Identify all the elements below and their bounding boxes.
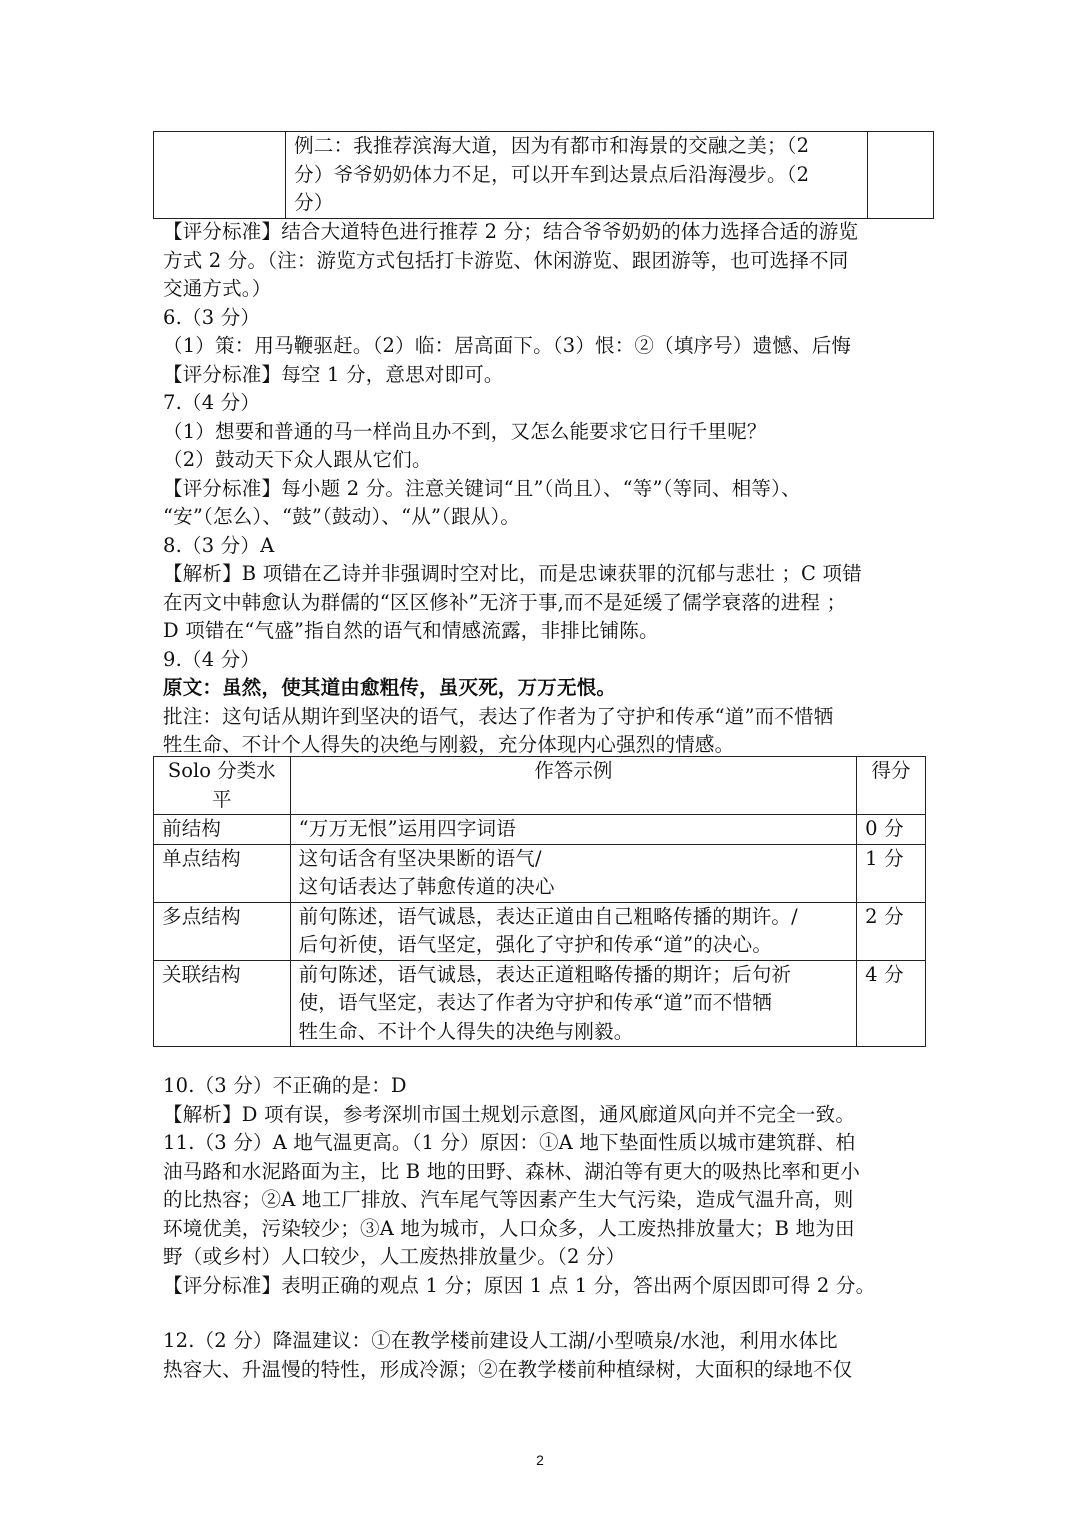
answer-block-1 bbox=[163, 218, 923, 760]
text-line: 【解析】B 项错在乙诗并非强调时空对比，而是忠谏获罪的沉郁与悲壮 ；C 项错 bbox=[163, 562, 862, 585]
text-line: 在丙文中韩愈认为群儒的“区区修补”无济于事,而不是延缓了儒学衰落的进程 ； bbox=[163, 590, 847, 614]
text-line: 【评分标准】表明正确的观点 1 分；原因 1 点 1 分，答出两个原因即可得 2 分。 bbox=[163, 1273, 876, 1297]
header-score-text: 得分 bbox=[871, 759, 911, 782]
example-text: 这句话含有坚决果断的语气/ bbox=[298, 846, 542, 870]
original-text: 原文：虽然，使其道由愈粗传，虽灭死，万万无恨。 bbox=[163, 676, 617, 699]
score-cell bbox=[857, 815, 926, 845]
score-cell bbox=[857, 902, 926, 960]
score-text: 0 分 bbox=[865, 817, 904, 840]
score-text: 4 分 bbox=[865, 962, 904, 986]
annotation-line: 牲生命、不计个人得失的决绝与刚毅，充分体现内心强烈的情感。 bbox=[163, 733, 735, 756]
example-text: 使，语气坚定，表达了作者为守护和传承“道”而不惜牺 bbox=[298, 991, 773, 1014]
solo-table bbox=[153, 756, 926, 1047]
header-example-text: 作答示例 bbox=[534, 759, 613, 782]
text-line: 环境优美，污染较少；③A 地为城市，人口众多，人工废热排放量大；B 地为田 bbox=[163, 1216, 855, 1240]
question-number: 6.（3 分） bbox=[163, 305, 261, 329]
level-cell bbox=[154, 844, 291, 902]
text-line: （2）鼓动天下众人跟从它们。 bbox=[163, 448, 432, 471]
example-cell bbox=[290, 902, 857, 960]
text-line: 【评分标准】每小题 2 分。注意关键词“且”（尚且）、“等”（等同、相等）、 bbox=[163, 476, 801, 500]
text-line: 的比热容；②A 地工厂排放、汽车尾气等因素产生大气污染，造成气温升高，则 bbox=[163, 1188, 854, 1211]
example-text: “万万无恨”运用四字词语 bbox=[298, 817, 516, 840]
text-line: 【评分标准】结合大道特色进行推荐 2 分；结合爷爷奶奶的体力选择合适的游览 bbox=[163, 220, 859, 243]
header-level bbox=[154, 757, 291, 815]
text-line: 交通方式。） bbox=[163, 277, 272, 300]
text-line: 野（或乡村）人口较少，人工废热排放量少。（2 分） bbox=[163, 1245, 626, 1268]
question-number: 12.（2 分）降温建议：①在教学楼前建设人工湖/小型喷泉/水池，利用水体比 bbox=[163, 1329, 838, 1352]
cell-line: 分） bbox=[294, 191, 334, 214]
score-cell bbox=[857, 844, 926, 902]
example-text: 这句话表达了韩愈传道的决心 bbox=[298, 875, 555, 898]
level-cell bbox=[154, 960, 291, 1047]
example-cell bbox=[290, 960, 857, 1047]
score-text: 1 分 bbox=[865, 846, 904, 870]
text-line: D 项错在“气盛”指自然的语气和情感流露，非排比铺陈。 bbox=[163, 619, 659, 642]
text-line: 油马路和水泥路面为主，比 B 地的田野、森林、湖泊等有更大的吸热比率和更小 bbox=[163, 1159, 861, 1183]
level-cell bbox=[154, 902, 291, 960]
example-text: 后句祈使，语气坚定，强化了守护和传承“道”的决心。 bbox=[298, 933, 773, 956]
example-text: 前句陈述，语气诚恳，表达正道由自己粗略传播的期许。/ bbox=[298, 904, 798, 928]
header-level-text: Solo 分类水平 bbox=[167, 759, 276, 811]
cell-line: 例二：我推荐滨海大道，因为有都市和海景的交融之美；（2 bbox=[294, 134, 810, 157]
level-text: 前结构 bbox=[162, 817, 222, 840]
text-line: （1）想要和普通的马一样尚且办不到，又怎么能要求它日行千里呢？ bbox=[163, 419, 767, 443]
example-cell bbox=[290, 815, 857, 845]
level-text: 多点结构 bbox=[162, 904, 241, 928]
example-cell bbox=[290, 844, 857, 902]
table-row bbox=[154, 132, 934, 219]
level-cell bbox=[154, 815, 291, 845]
answer-block-3 bbox=[163, 1327, 923, 1384]
score-text: 2 分 bbox=[865, 904, 904, 928]
example-text: 前句陈述，语气诚恳，表达正道粗略传播的期许；后句祈 bbox=[298, 962, 792, 986]
table-row bbox=[154, 815, 926, 845]
text-line: 11.（3 分）A 地气温更高。（1 分）原因：①A 地下垫面性质以城市建筑群、柏 bbox=[163, 1131, 856, 1154]
table-row bbox=[154, 960, 926, 1047]
table-row bbox=[154, 844, 926, 902]
text-line: “安”（怎么）、“鼓”（鼓动）、“从”（跟从）。 bbox=[163, 505, 521, 528]
answer-block-2 bbox=[163, 1072, 923, 1300]
question-number: 7.（4 分） bbox=[163, 391, 261, 414]
example-cell bbox=[286, 132, 868, 219]
header-score bbox=[857, 757, 926, 815]
header-example bbox=[290, 757, 857, 815]
question-number: 10.（3 分）不正确的是：D bbox=[163, 1074, 407, 1097]
empty-cell bbox=[868, 132, 934, 219]
text-line: 【评分标准】每空 1 分，意思对即可。 bbox=[163, 362, 504, 386]
question-number: 8.（3 分）A bbox=[163, 533, 275, 557]
cell-line: 分）爷爷奶奶体力不足，可以开车到达景点后沿海漫步。（2 bbox=[294, 162, 810, 186]
question-number: 9.（4 分） bbox=[163, 647, 261, 671]
empty-cell bbox=[154, 132, 286, 219]
text-line: （1）策：用马鞭驱赶。（2）临：居高面下。（3）恨：②（填序号）遗憾、后悔 bbox=[163, 334, 852, 357]
table-header-row bbox=[154, 757, 926, 815]
score-cell bbox=[857, 960, 926, 1047]
example-text: 牲生命、不计个人得失的决绝与刚毅。 bbox=[298, 1019, 634, 1043]
text-line: 方式 2 分。（注：游览方式包括打卡游览、休闲游览、跟团游等，也可选择不同 bbox=[163, 248, 849, 272]
annotation-line: 批注：这句话从期许到坚决的语气，表达了作者为了守护和传承“道”而不惜牺 bbox=[163, 704, 834, 728]
level-text: 单点结构 bbox=[162, 846, 241, 870]
text-line: 热容大、升温慢的特性，形成冷源；②在教学楼前种植绿树，大面积的绿地不仅 bbox=[163, 1357, 853, 1381]
level-text: 关联结构 bbox=[162, 962, 241, 986]
table-row bbox=[154, 902, 926, 960]
text-line: 【解析】D 项有误，参考深圳市国土规划示意图，通风廊道风向并不完全一致。 bbox=[163, 1102, 856, 1126]
page-number: 2 bbox=[536, 1452, 544, 1468]
continuation-table bbox=[153, 131, 934, 219]
